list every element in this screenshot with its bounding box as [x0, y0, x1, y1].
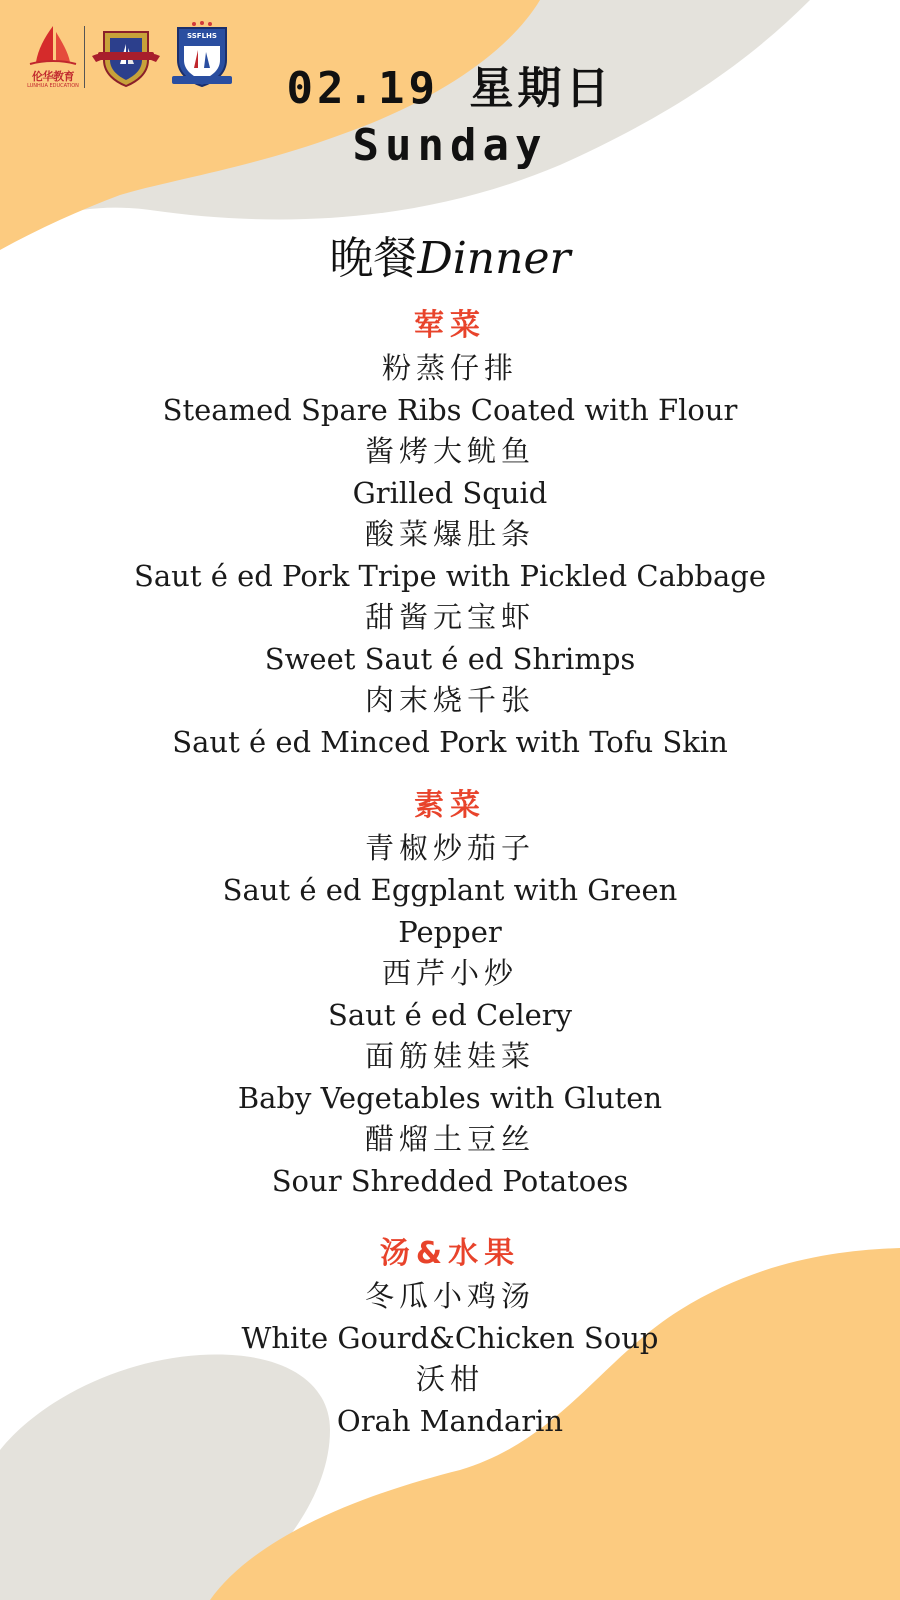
dish-en: Grilled Squid: [352, 476, 548, 510]
dish-en: White Gourd&Chicken Soup: [241, 1321, 659, 1355]
menu-weekday: Sunday: [352, 120, 548, 171]
dish-en: Orah Mandarin: [336, 1404, 564, 1438]
ssflhs-text: SSFLHS: [187, 32, 217, 40]
meal-heading-zh: 晚餐: [329, 233, 418, 284]
section-title-meat: 荤菜: [414, 308, 486, 343]
dish-zh: 沃柑: [415, 1362, 484, 1396]
section-title-vegetable: 素菜: [414, 788, 486, 823]
dish-en-continued: Pepper: [398, 915, 502, 949]
lunhua-brand-text: 伦华教育: [32, 70, 74, 83]
dish-zh: 甜酱元宝虾: [364, 600, 535, 634]
dish-zh: 面筋娃娃菜: [364, 1039, 535, 1073]
dish-zh: 青椒炒茄子: [364, 831, 535, 865]
dish-zh: 冬瓜小鸡汤: [364, 1279, 535, 1313]
dish-en: Sour Shredded Potatoes: [271, 1164, 629, 1198]
dish-zh: 酸菜爆肚条: [364, 517, 535, 551]
dish-en: Baby Vegetables with Gluten: [237, 1081, 663, 1115]
dish-en: Steamed Spare Ribs Coated with Flour: [162, 393, 738, 427]
dish-zh: 醋熘土豆丝: [364, 1122, 535, 1156]
dish-zh: 粉蒸仔排: [381, 351, 518, 385]
dish-zh: 西芹小炒: [381, 956, 518, 990]
dish-en: Saut é ed Minced Pork with Tofu Skin: [172, 725, 728, 759]
menu-date: 02.19 星期日: [286, 63, 614, 114]
dish-zh: 酱烤大鱿鱼: [364, 434, 535, 468]
dish-en: Saut é ed Celery: [327, 998, 573, 1032]
meal-heading-en: Dinner: [417, 233, 571, 284]
section-title-soup-fruit: 汤&水果: [379, 1236, 521, 1271]
lunhua-brand-subtext: LUNHUA EDUCATION: [27, 83, 79, 89]
dish-en: Saut é ed Pork Tripe with Pickled Cabbage: [134, 559, 766, 593]
dish-zh: 肉末烧千张: [364, 683, 535, 717]
dish-en: Sweet Saut é ed Shrimps: [264, 642, 636, 676]
dish-en: Saut é ed Eggplant with Green: [222, 873, 678, 907]
meal-heading: [0, 222, 900, 286]
